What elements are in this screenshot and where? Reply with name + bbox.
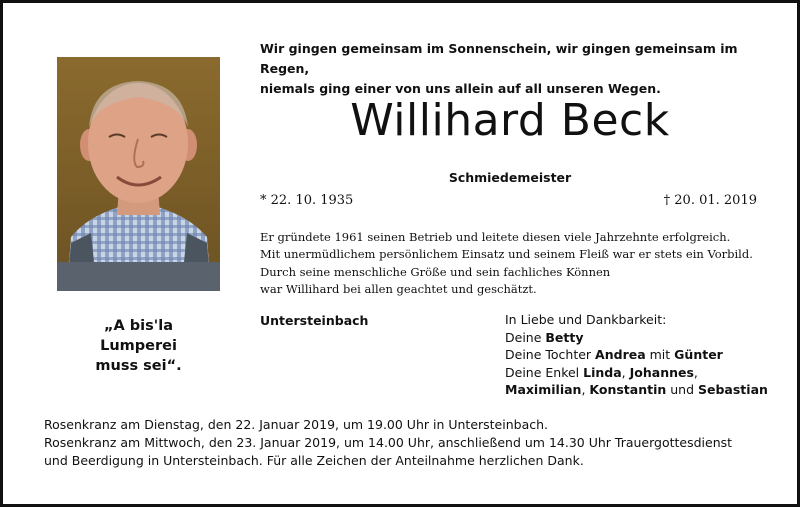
motto-quote — [57, 316, 220, 376]
mourner-prefix: Deine Tochter — [505, 347, 596, 362]
mourner-connector: , — [581, 382, 590, 397]
mourner-name: Linda — [583, 364, 622, 380]
birth-date: * 22. 10. 1935 — [260, 193, 354, 208]
verse-line: Wir gingen gemeinsam im Sonnenschein, wir gingen gemeinsam im Regen, — [260, 41, 738, 76]
mourner-name: Johannes — [629, 364, 694, 380]
mourners-intro: In Liebe und Dankbarkeit: — [505, 312, 667, 327]
service-line: und Beerdigung in Untersteinbach. Für alle Zeichen der Anteilnahme herzlichen Dank. — [44, 453, 584, 468]
mourner-line — [505, 381, 775, 399]
biography-text — [260, 229, 760, 298]
mourner-line — [505, 364, 775, 382]
service-announcement — [44, 416, 774, 470]
mourner-connector: , — [621, 364, 630, 380]
bio-line: war Willihard bei allen geachtet und geschätzt. — [260, 281, 537, 296]
bio-line: Er gründete 1961 seinen Betrieb und leitete diesen viele Jahrzehnte erfolgreich. — [260, 230, 731, 244]
mourner-connector: und — [666, 382, 698, 397]
bio-line: Mit unermüdlichem persönlichem Einsatz und seinem Fleiß war er stets ein Vorbild. — [260, 247, 753, 262]
portrait-photo — [57, 57, 220, 291]
bio-line: Durch seine menschliche Größe und sein fachliches Können — [260, 264, 611, 279]
mourner-name: Sebastian — [698, 382, 768, 397]
mourner-name: Maximilian — [505, 382, 582, 397]
mourner-name: Andrea — [595, 347, 646, 362]
mourner-name: Günter — [674, 347, 723, 362]
mourner-connector: , — [693, 364, 698, 380]
service-line: Rosenkranz am Dienstag, den 22. Januar 2019, um 19.00 Uhr in Untersteinbach. — [44, 417, 549, 432]
death-date: † 20. 01. 2019 — [663, 193, 757, 208]
mourner-line — [505, 329, 775, 347]
service-line: Rosenkranz am Mittwoch, den 23. Januar 2019, um 14.00 Uhr, anschließend um 14.30 Uhr Trauergottesdienst — [44, 435, 733, 450]
mourner-name: Konstantin — [589, 382, 667, 397]
mourner-connector: mit — [645, 347, 675, 362]
verse-line: niemals ging einer von uns allein auf all unseren Wegen. — [260, 81, 661, 96]
mourner-prefix: Deine — [505, 329, 546, 345]
mourner-prefix: Deine Enkel — [505, 364, 584, 380]
mourner-name: Betty — [545, 329, 584, 345]
mourner-line — [505, 346, 775, 364]
place-name: Untersteinbach — [260, 313, 369, 328]
mourners-list — [505, 311, 775, 399]
memorial-verse — [260, 39, 760, 99]
motto-line: „A bis'la — [104, 318, 173, 334]
deceased-profession: Schmiedemeister — [448, 170, 572, 185]
motto-line: Lumperei — [100, 338, 177, 354]
deceased-name: Willihard Beck — [350, 95, 670, 146]
motto-line: muss sei“. — [95, 358, 182, 374]
